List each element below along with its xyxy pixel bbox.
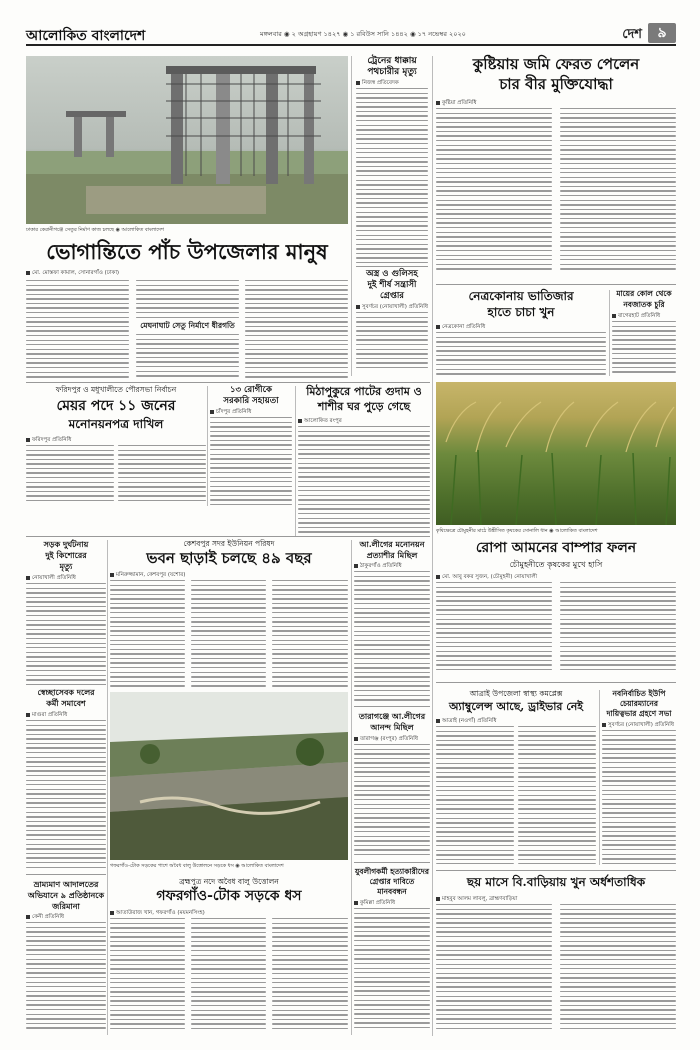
youth-headline-2: গ্রেপ্তার দাবিতে — [369, 877, 415, 886]
column-rule — [107, 540, 108, 1035]
faridpur-headline-1: মেয়র পদে ১১ জনের — [56, 398, 176, 414]
sand-body-col2 — [191, 918, 266, 1032]
sand-byline: আতাউরাজ খান, গফরগাঁও (ময়মনসিংহ) — [110, 910, 205, 918]
volunteer-headline-1: স্বেচ্ছাসেবক দলের — [37, 687, 95, 697]
section-name: দেশ — [622, 27, 642, 42]
court-byline: কেনী প্রতিনিধি — [26, 914, 64, 922]
train-body-text — [356, 88, 428, 266]
bhoganti-body-col2-bottom — [136, 334, 239, 380]
upchair-body-text — [602, 730, 676, 864]
brahmanbaria-byline: মাহবুব আলম লাবলু, ব্রাহ্মণবাড়িয়া — [436, 896, 517, 904]
brahmanbaria-body-col2 — [560, 904, 676, 1032]
accident-headline-2: দুই কিশোরের — [45, 550, 87, 560]
faridpur-byline: ফরিদপুর প্রতিনিধি — [26, 437, 71, 445]
section-rule — [354, 862, 430, 863]
column-rule — [609, 290, 610, 376]
column-rule — [295, 386, 296, 536]
sand-headline: গফরগাঁও-টোক সড়কে ধস — [156, 888, 302, 904]
train-byline: নিজস্ব প্রতিবেদক — [356, 80, 399, 88]
keshabpur-kicker: কেশবপুর সদর ইউনিয়ন পরিষদ — [183, 539, 275, 548]
netrokona-byline: নেত্রকোনা প্রতিনিধি — [436, 324, 485, 332]
patients-headline-2: সরকারি সহায়তা — [223, 396, 279, 406]
accident-headline-1: সড়ক দুর্ঘটনায় — [43, 539, 89, 549]
rally-body-text — [354, 571, 430, 703]
rally-headline-2: প্রত্যাশীর মিছিল — [366, 550, 418, 560]
accident-byline: নোয়াখালী প্রতিনিধি — [26, 575, 76, 583]
youth-byline: কুমিল্লা প্রতিনিধি — [354, 900, 395, 908]
road-erosion-photo — [110, 692, 348, 860]
keshabpur-body-col2 — [191, 580, 266, 688]
page-number-badge: ৯ — [648, 23, 676, 43]
rice-photo-caption: কৃষিক্ষেত্রে চৌমুহনীর মাঠে উঙ্কীসিত কৃষকের সোনালি ধান ◉ আলোকিত বাংলাদেশ — [436, 528, 598, 534]
faridpur-headline-2: মনোনয়নপত্র দাখিল — [68, 417, 164, 431]
bhoganti-byline: মো. মোস্তফা কামাল, সোনারগাঁও (ঢাকা) — [26, 270, 119, 278]
aman-headline: রোপা আমনের বাম্পার ফলন — [475, 540, 637, 556]
upazila-byline: আত্রাই (নওগাঁ) প্রতিনিধি — [436, 718, 497, 726]
upazila-headline: অ্যাম্বুলেন্স আছে, ড্রাইভার নেই — [448, 700, 584, 713]
child-byline: বাগেরহাট প্রতিনিধি — [612, 313, 660, 321]
road-photo-caption: গফরগাঁও-টোক সড়কের পাশে অবৈধ বালু উত্তোলনে সড়কে ধস ◉ আলোকিত বাংলাদেশ — [110, 863, 284, 869]
accident-body-text — [26, 583, 106, 683]
taraganj-body-text — [354, 744, 430, 856]
arms-body-text — [356, 312, 428, 372]
bhoganti-body-col2-top — [136, 280, 239, 320]
column-rule — [432, 56, 433, 1036]
dateline: মঙ্গলবার ◉ ২ অগ্রহায়ণ ১৪২৭ ◉ ১ রবিউস সানি ১৪৪২ ◉ ১৭ নভেম্বর ২০২০ — [260, 30, 466, 38]
section-rule — [354, 706, 430, 707]
upchair-headline-2: চেয়ারম্যানের — [620, 699, 658, 708]
column-rule — [207, 386, 208, 506]
upchair-byline: সুবর্ণচর (নোয়াখালী) প্রতিনিধি — [602, 722, 674, 730]
masthead — [26, 24, 676, 46]
section-rule — [26, 536, 430, 537]
section-rule — [436, 682, 676, 683]
section-rule — [356, 266, 428, 267]
court-headline-1: ভ্রাম্যমাণ আদালতের — [33, 879, 99, 889]
keshabpur-body-col3 — [272, 580, 348, 688]
patients-headline-1: ১৩ রোগীকে — [230, 385, 272, 395]
section-rule — [436, 284, 676, 285]
youth-headline-3: মানববন্ধন — [377, 887, 407, 896]
kushtia-byline: কুষ্টিয়া প্রতিনিধি — [436, 100, 477, 108]
bhoganti-subhead: মেঘনাঘাট সেতু নির্মাণে ধীরগতি — [140, 321, 235, 330]
accident-headline-3: মৃত্যু — [59, 561, 73, 571]
child-body-text — [612, 321, 676, 376]
youth-headline-1: যুবলীগকর্মী হত্যাকারীদের — [354, 867, 429, 876]
aman-subhead: চৌমুহনীতে কৃষকের মুখে হাসি — [509, 560, 603, 569]
brahmanbaria-body-col1 — [436, 904, 552, 1032]
sand-body-col3 — [272, 918, 348, 1032]
upchair-headline-3: দায়িত্বভার গ্রহণে সভা — [606, 709, 672, 718]
upazila-body-col2 — [518, 726, 596, 864]
arms-headline-2: দুই শীর্ষ সন্ত্রাসী — [367, 280, 417, 290]
aman-byline: মো. আবু বকর সুজন, (চৌমুহনী) নোয়াখালী — [436, 574, 537, 582]
faridpur-body-col2 — [118, 445, 206, 505]
court-body-text — [26, 922, 106, 1032]
youth-body-text — [354, 908, 430, 1032]
rice-field-photo — [436, 382, 676, 525]
netrokona-body-text — [436, 332, 606, 376]
child-headline-1: মায়ের কোল থেকে — [616, 289, 672, 298]
keshabpur-headline: ভবন ছাড়াই চলছে ৪৯ বছর — [146, 549, 312, 567]
court-headline-3: জরিমানা — [52, 901, 80, 911]
volunteer-byline: মাগুরা প্রতিনিধি — [26, 712, 67, 720]
kushtia-headline-1: কুষ্টিয়ায় জমি ফেরত পেলেন — [472, 55, 640, 73]
section-rule — [26, 382, 430, 383]
construction-photo — [26, 56, 348, 224]
arms-byline: সুবর্ণচর (নোয়াখালী) প্রতিনিধি — [356, 304, 428, 312]
upchair-headline-1: নবনির্বাচিত ইউপি — [612, 689, 666, 698]
upazila-body-col1 — [436, 726, 514, 864]
netrokona-headline-2: হাতে চাচা খুন — [487, 305, 555, 319]
section-rule — [26, 684, 106, 685]
patients-body-text — [210, 417, 292, 505]
section-rule — [436, 870, 676, 871]
kushtia-body-col1 — [436, 108, 552, 273]
bhoganti-body-col3 — [245, 280, 348, 380]
rally-headline-1: আ.লীগের মনোনয়ন — [359, 539, 425, 549]
volunteer-headline-2: কর্মী সমাবেশ — [46, 698, 86, 708]
kushtia-headline-2: চার বীর মুক্তিযোদ্ধা — [499, 75, 613, 93]
bhoganti-headline: ভোগান্তিতে পাঁচ উপজেলার মানুষ — [46, 239, 328, 264]
aman-body-col1 — [436, 582, 552, 674]
bridge-construction-image — [26, 56, 348, 224]
column-rule — [599, 690, 600, 865]
taraganj-headline-2: আনন্দ মিছিল — [370, 722, 414, 732]
keshabpur-body-col1 — [110, 580, 185, 688]
column-rule — [351, 540, 352, 1035]
child-headline-2: নবজাতক চুরি — [623, 300, 665, 309]
construction-photo-caption: ঢাকার কেরানীগঞ্জে সেতুর নির্মাণ কাজ চলছে ◉ আলোকিত বাংলাদেশ — [26, 227, 164, 233]
mithapukur-headline-2: শাশীর ঘর পুড়ে গেছে — [317, 400, 411, 413]
newspaper-logo: আলোকিত বাংলাদেশ — [26, 28, 146, 44]
sand-body-col1 — [110, 918, 185, 1032]
patients-byline: চাঁদপুর প্রতিনিধি — [210, 409, 251, 417]
aman-body-col2 — [560, 582, 676, 674]
rally-byline: ঠাকুরগাঁও প্রতিনিধি — [354, 563, 402, 571]
taraganj-byline: তারাগঞ্জ (রংপুর) প্রতিনিধি — [354, 736, 418, 744]
road-erosion-image — [110, 692, 348, 860]
court-headline-2: অভিযানে ৯ প্রতিষ্ঠানকে — [27, 890, 105, 900]
train-headline-2: পথচারীর মৃত্যু — [367, 67, 417, 77]
arms-headline-3: গ্রেপ্তার — [380, 291, 404, 301]
mithapukur-body-text — [298, 426, 430, 536]
upazila-kicker: আত্রাই উপজেলা স্বাস্থ্য কমপ্লেক্স — [469, 689, 563, 698]
arms-headline-1: অস্ত্র ও গুলিসহ — [366, 269, 418, 279]
faridpur-body-col1 — [26, 445, 114, 505]
rice-field-image — [436, 382, 676, 525]
faridpur-kicker: ফরিদপুর ও মধুখালীতে পৌরসভা নির্বাচন — [55, 385, 177, 394]
keshabpur-byline: মনিরুজ্জামান, কেশবপুর (যশোর) — [110, 572, 185, 580]
column-rule — [351, 56, 352, 376]
train-headline-1: ট্রেনের ধাক্কায় — [367, 56, 417, 66]
volunteer-body-text — [26, 720, 106, 868]
mithapukur-headline-1: মিঠাপুকুরে পাটের গুদাম ও — [306, 385, 422, 398]
section-rule — [26, 874, 106, 875]
kushtia-body-col2 — [560, 108, 676, 273]
mithapukur-byline: আলোকিত রংপুর — [298, 418, 342, 426]
netrokona-headline-1: নেত্রকোনায় ভাতিজার — [468, 289, 574, 303]
bhoganti-body-col1 — [26, 280, 129, 380]
sand-kicker: ব্রহ্মপুত্র নদে অবৈধ বালু উত্তোলন — [179, 877, 279, 886]
taraganj-headline-1: তারাগঞ্জে আ.লীগের — [358, 711, 426, 721]
brahmanbaria-headline: ছয় মাসে বি.বাড়িয়ায় খুন অর্ধশতাধিক — [466, 875, 646, 889]
